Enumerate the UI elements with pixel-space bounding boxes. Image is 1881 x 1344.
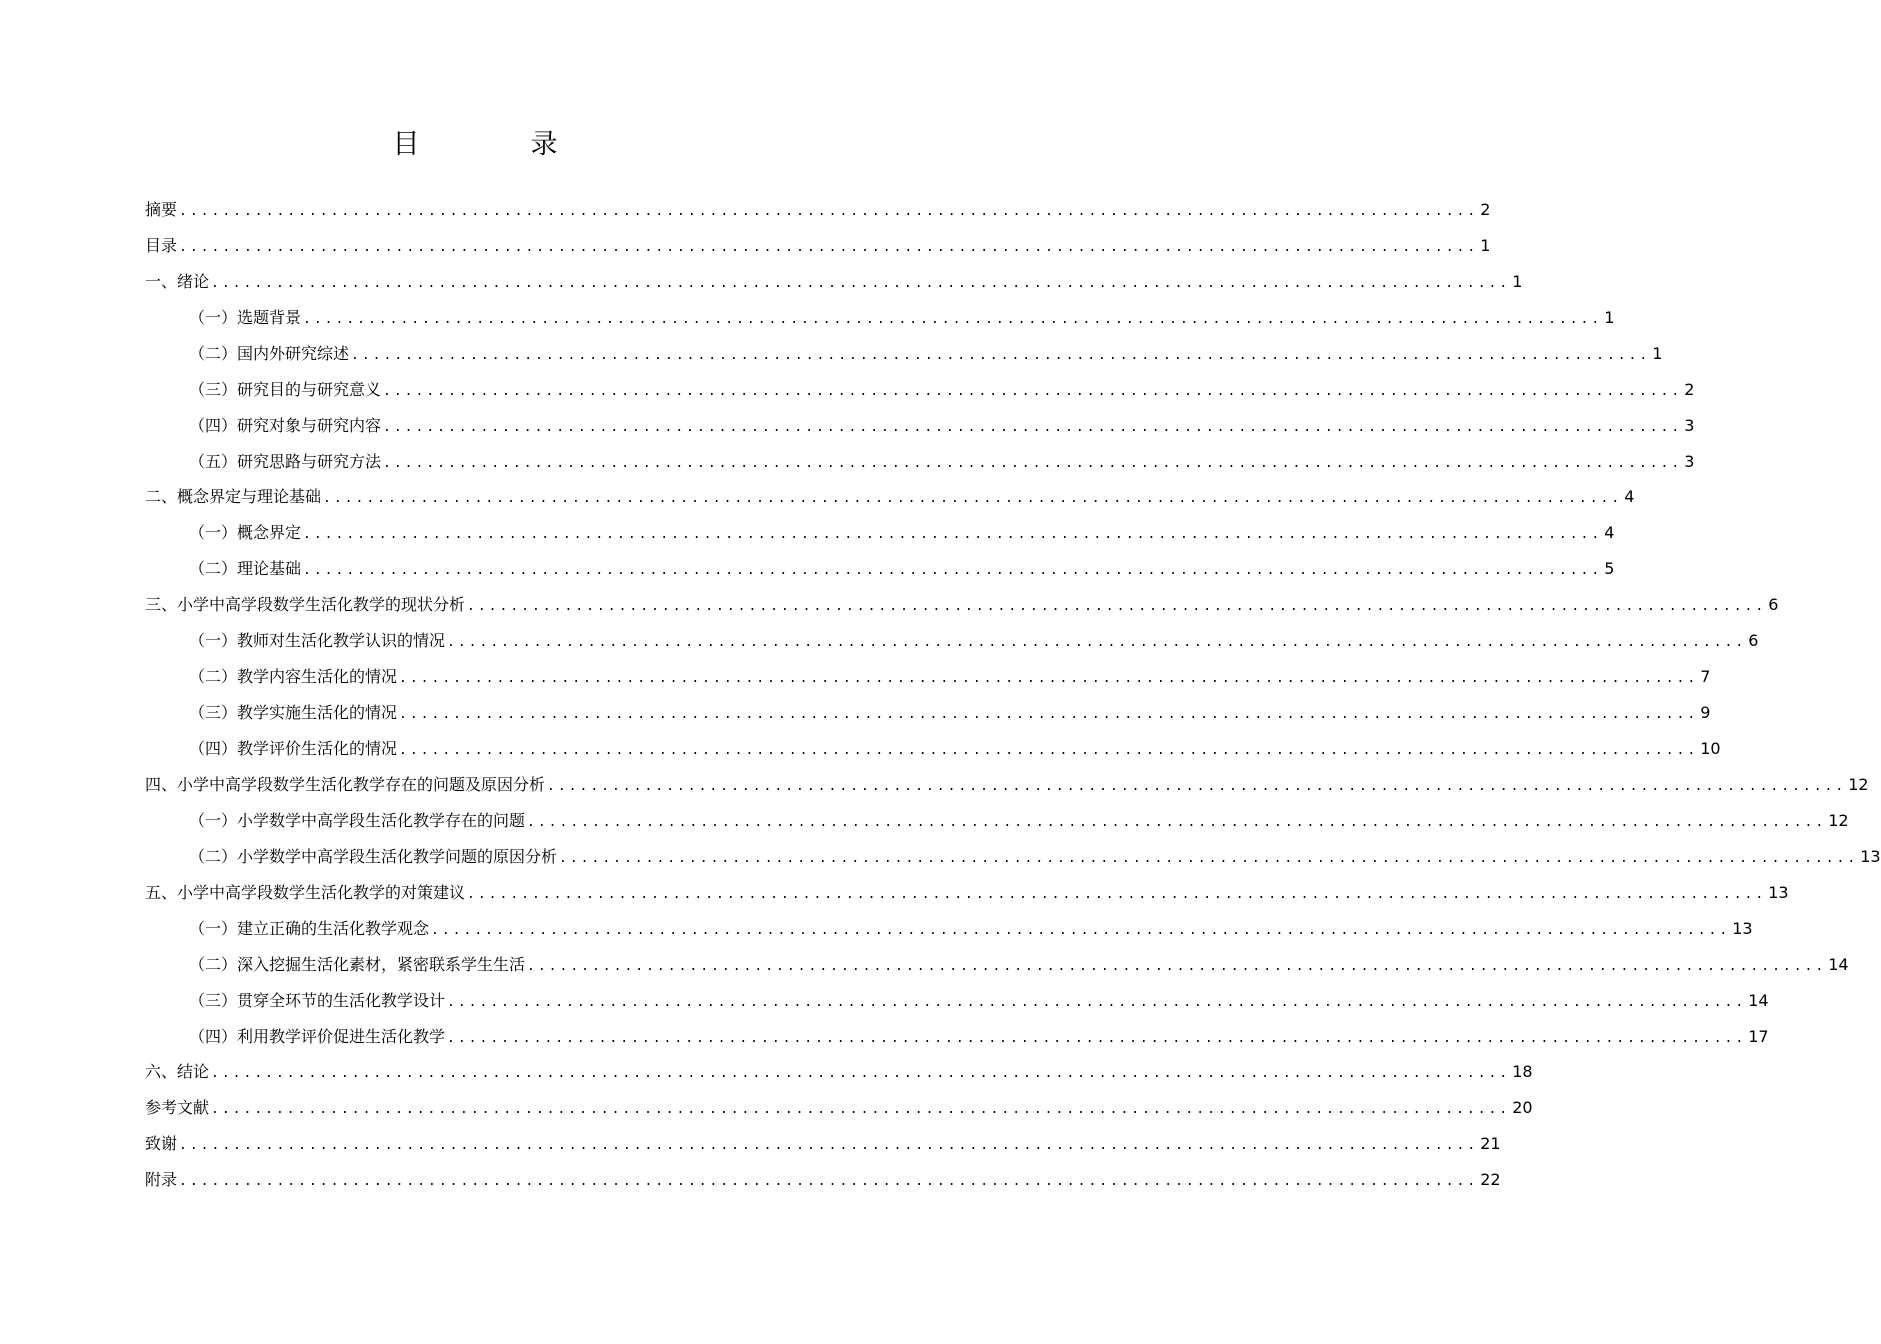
toc-entry-title: 摘要 <box>145 199 178 219</box>
toc-entry-title: （二）国内外研究综述 <box>189 343 350 363</box>
toc-entry[interactable] <box>145 192 1491 228</box>
toc-page-number: 9 <box>1700 703 1711 723</box>
toc-entry[interactable] <box>145 1162 1501 1198</box>
toc-entry-title: （二）理论基础 <box>189 559 302 579</box>
toc-page-number: 17 <box>1748 1026 1769 1046</box>
toc-entry-title: 目录 <box>145 235 178 255</box>
toc-entry[interactable] <box>145 1055 1533 1091</box>
toc-entry-title: 五、小学中高学段数学生活化教学的对策建议 <box>145 882 466 902</box>
toc-page-number: 5 <box>1604 559 1615 579</box>
toc-entry[interactable] <box>145 623 1759 659</box>
toc-entry[interactable] <box>145 803 1849 839</box>
dot-leader: ........................................................................................................................ <box>323 491 1623 507</box>
toc-page-number: 20 <box>1512 1098 1533 1118</box>
toc-entry[interactable] <box>145 875 1789 911</box>
dot-leader: ........................................................................................................................ <box>211 275 1511 291</box>
toc-page-number: 18 <box>1512 1062 1533 1082</box>
toc-entry-title: （四）利用教学评价促进生活化教学 <box>189 1026 446 1046</box>
dot-leader: ........................................................................................................................ <box>467 886 1767 902</box>
toc-entry-title: 三、小学中高学段数学生活化教学的现状分析 <box>145 595 466 615</box>
toc-entry[interactable] <box>145 264 1523 300</box>
toc-page-number: 1 <box>1480 235 1491 255</box>
toc-page-number: 6 <box>1748 631 1759 651</box>
toc-entry-title: （二）小学数学中高学段生活化教学问题的原因分析 <box>189 846 558 866</box>
toc-entry[interactable] <box>145 695 1711 731</box>
toc-entry-title: （一）小学数学中高学段生活化教学存在的问题 <box>189 810 526 830</box>
toc-entry[interactable] <box>145 911 1753 947</box>
dot-leader: ........................................................................................................................ <box>179 1174 1479 1190</box>
toc-entry-title: （一）教师对生活化教学认识的情况 <box>189 631 446 651</box>
toc-entry[interactable] <box>145 659 1711 695</box>
dot-leader: ........................................................................................................................ <box>399 743 1699 759</box>
dot-leader: ........................................................................................................................ <box>547 778 1847 794</box>
toc-entry[interactable] <box>145 480 1635 516</box>
dot-leader: ........................................................................................................................ <box>559 850 1859 866</box>
toc-page-number: 4 <box>1624 487 1635 507</box>
toc-page-number: 6 <box>1768 595 1779 615</box>
toc-page-number: 13 <box>1732 918 1753 938</box>
toc-entry-title: （二）教学内容生活化的情况 <box>189 667 398 687</box>
toc-entry-title: （五）研究思路与研究方法 <box>189 451 382 471</box>
dot-leader: ........................................................................................................................ <box>431 922 1731 938</box>
toc-entry-title: （三）教学实施生活化的情况 <box>189 703 398 723</box>
dot-leader: ........................................................................................................................ <box>467 599 1767 615</box>
dot-leader: ........................................................................................................................ <box>399 707 1699 723</box>
toc-page-number: 1 <box>1512 271 1523 291</box>
toc-entry[interactable] <box>145 408 1695 444</box>
toc-entry[interactable] <box>145 1090 1533 1126</box>
toc-entry-title: （一）概念界定 <box>189 523 302 543</box>
dot-leader: ........................................................................................................................ <box>211 1066 1511 1082</box>
toc-entry[interactable] <box>145 336 1663 372</box>
toc-entry-title: （三）研究目的与研究意义 <box>189 379 382 399</box>
dot-leader: ........................................................................................................................ <box>179 239 1479 255</box>
dot-leader: ........................................................................................................................ <box>527 958 1827 974</box>
toc-entry-title: 二、概念界定与理论基础 <box>145 487 322 507</box>
toc-entry-title: （一）选题背景 <box>189 307 302 327</box>
toc-page-number: 14 <box>1748 990 1769 1010</box>
toc-page-number: 7 <box>1700 667 1711 687</box>
dot-leader: ........................................................................................................................ <box>351 347 1651 363</box>
toc-entry[interactable] <box>145 587 1779 623</box>
dot-leader: ........................................................................................................................ <box>383 419 1683 435</box>
dot-leader: ........................................................................................................................ <box>527 814 1827 830</box>
toc-entry-title: 致谢 <box>145 1134 178 1154</box>
toc-entry-title: 四、小学中高学段数学生活化教学存在的问题及原因分析 <box>145 774 546 794</box>
dot-leader: ........................................................................................................................ <box>383 455 1683 471</box>
toc-entry-title: （二）深入挖掘生活化素材，紧密联系学生生活 <box>189 954 526 974</box>
toc-entry[interactable] <box>145 731 1721 767</box>
dot-leader: ........................................................................................................................ <box>303 311 1603 327</box>
toc-entry[interactable] <box>145 515 1615 551</box>
toc-page-number: 3 <box>1684 415 1695 435</box>
toc-entry[interactable] <box>145 300 1615 336</box>
toc-entry[interactable] <box>145 983 1769 1019</box>
toc-entry-title: 参考文献 <box>145 1098 210 1118</box>
toc-entry-title: 一、绪论 <box>145 271 210 291</box>
toc-page-number: 2 <box>1684 379 1695 399</box>
toc-page-number: 12 <box>1848 774 1869 794</box>
toc-page-number: 12 <box>1828 810 1849 830</box>
dot-leader: ........................................................................................................................ <box>303 563 1603 579</box>
toc-entry[interactable] <box>145 1126 1501 1162</box>
toc-entry[interactable] <box>145 551 1615 587</box>
dot-leader: ........................................................................................................................ <box>303 527 1603 543</box>
toc-page-number: 4 <box>1604 523 1615 543</box>
dot-leader: ........................................................................................................................ <box>179 1138 1479 1154</box>
dot-leader: ........................................................................................................................ <box>399 671 1699 687</box>
toc-page-number: 13 <box>1860 846 1881 866</box>
toc-page-number: 2 <box>1480 199 1491 219</box>
toc-entry-title: 附录 <box>145 1170 178 1190</box>
toc-entry[interactable] <box>145 372 1695 408</box>
toc-entry[interactable] <box>145 767 1869 803</box>
page-title: 目 录 <box>392 129 600 160</box>
toc-entry-title: （四）教学评价生活化的情况 <box>189 739 398 759</box>
dot-leader: ........................................................................................................................ <box>447 635 1747 651</box>
toc-entry[interactable] <box>145 1019 1769 1055</box>
toc-entry[interactable] <box>145 444 1695 480</box>
toc-entry[interactable] <box>145 839 1881 875</box>
dot-leader: ........................................................................................................................ <box>383 383 1683 399</box>
toc-entry-title: （一）建立正确的生活化教学观念 <box>189 918 430 938</box>
toc-page-number: 22 <box>1480 1170 1501 1190</box>
dot-leader: ........................................................................................................................ <box>447 1030 1747 1046</box>
toc-page-number: 3 <box>1684 451 1695 471</box>
dot-leader: ........................................................................................................................ <box>447 994 1747 1010</box>
toc-entry[interactable] <box>145 947 1849 983</box>
table-of-contents <box>145 192 1881 1198</box>
toc-page-number: 14 <box>1828 954 1849 974</box>
toc-entry-title: 六、结论 <box>145 1062 210 1082</box>
toc-entry[interactable] <box>145 228 1491 264</box>
toc-page-number: 13 <box>1768 882 1789 902</box>
toc-entry-title: （四）研究对象与研究内容 <box>189 415 382 435</box>
toc-page-number: 1 <box>1604 307 1615 327</box>
toc-entry-title: （三）贯穿全环节的生活化教学设计 <box>189 990 446 1010</box>
toc-page-number: 21 <box>1480 1134 1501 1154</box>
dot-leader: ........................................................................................................................ <box>211 1102 1511 1118</box>
toc-page-number: 1 <box>1652 343 1663 363</box>
toc-page-number: 10 <box>1700 739 1721 759</box>
dot-leader: ........................................................................................................................ <box>179 203 1479 219</box>
